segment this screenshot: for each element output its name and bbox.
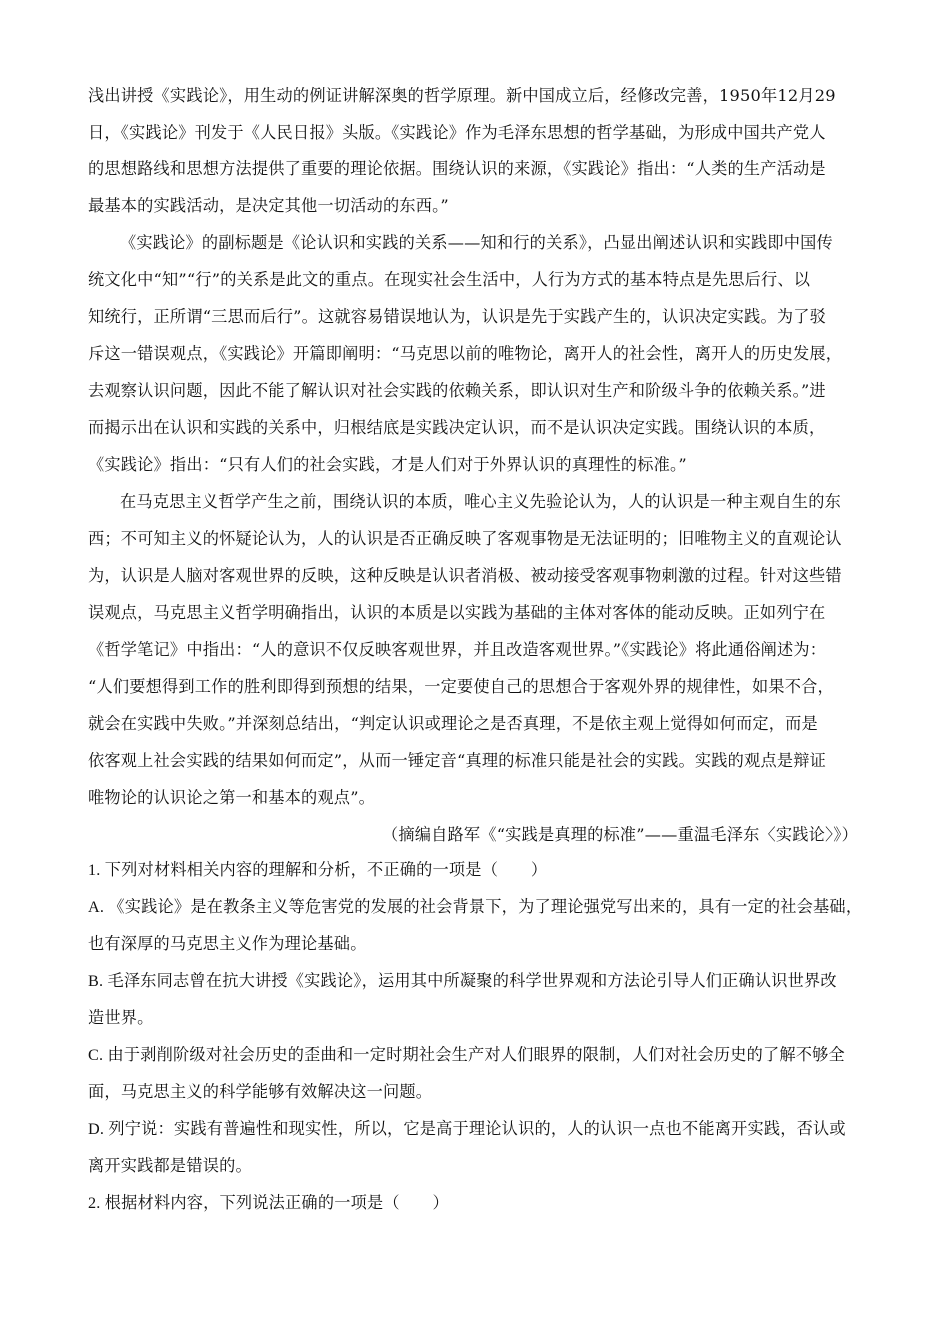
passage-line: 《哲学笔记》中指出：“人的意识不仅反映客观世界，并且改造客观世界。”《实践论》将此通俗阐述为： xyxy=(88,640,827,659)
passage-line: 就会在实践中失败。”并深刻总结出，“判定认识或理论之是否真理，不是依主观上觉得如何而定，而是 xyxy=(88,714,818,733)
passage-line: 《实践论》的副标题是《论认识和实践的关系——知和行的关系》，凸显出阐述认识和实践即中国传 xyxy=(120,233,833,252)
passage-line: 依客观上社会实践的结果如何而定”，从而一锤定音“真理的标准只能是社会的实践。实践的观点是辩证 xyxy=(88,751,826,770)
passage-line: “人们要想得到工作的胜利即得到预想的结果，一定要使自己的思想合于客观外界的规律性，如果不合， xyxy=(88,677,834,696)
option-b-cont: 造世界。 xyxy=(88,1009,154,1027)
passage-line: 斥这一错误观点，《实践论》开篇即阐明：“马克思以前的唯物论，离开人的社会性，离开人的历史发展， xyxy=(88,344,843,363)
passage-line: 去观察认识问题，因此不能了解认识对社会实践的依赖关系，即认识对生产和阶级斗争的依赖关系。”进 xyxy=(88,381,826,400)
passage-line: 知统行，正所谓“三思而后行”。这就容易错误地认为，认识是先于实践产生的，认识决定实践。为了驳 xyxy=(88,307,826,326)
passage-line: 为，认识是人脑对客观世界的反映，这种反映是认识者消极、被动接受客观事物刺激的过程。针对这些错 xyxy=(88,566,842,585)
passage-line: 《实践论》指出：“只有人们的社会实践，才是人们对于外界认识的真理性的标准。” xyxy=(88,455,687,474)
passage-line: 最基本的实践活动，是决定其他一切活动的东西。” xyxy=(88,196,449,215)
passage-line: 唯物论的认识论之第一和基本的观点”。 xyxy=(88,788,376,807)
question-2-stem: 2. 根据材料内容，下列说法正确的一项是（ ） xyxy=(88,1194,449,1212)
option-a-cont: 也有深厚的马克思主义作为理论基础。 xyxy=(88,935,367,953)
option-b: B. 毛泽东同志曾在抗大讲授《实践论》，运用其中所凝聚的科学世界观和方法论引导人们正确认识世界改 xyxy=(88,972,837,990)
option-c: C. 由于剥削阶级对社会历史的歪曲和一定时期社会生产对人们眼界的限制，人们对社会历史的了解不够全 xyxy=(88,1046,845,1064)
passage-line: 而揭示出在认识和实践的关系中，归根结底是实践决定认识，而不是认识决定实践。围绕认识的本质， xyxy=(88,418,826,437)
passage-line: 统文化中“知”“行”的关系是此文的重点。在现实社会生活中，人行为方式的基本特点是先思后行、以 xyxy=(88,270,811,289)
option-d-cont: 离开实践都是错误的。 xyxy=(88,1157,252,1175)
passage-source: （摘编自路军《“实践是真理的标准”——重温毛泽东〈实践论〉》） xyxy=(382,825,858,844)
option-d: D. 列宁说：实践有普遍性和现实性，所以，它是高于理论认识的，人的认识一点也不能离开实践，否认或 xyxy=(88,1120,846,1138)
passage-line: 的思想路线和思想方法提供了重要的理论依据。围绕认识的来源，《实践论》指出：“人类的生产活动是 xyxy=(88,159,826,178)
passage-line: 在马克思主义哲学产生之前，围绕认识的本质，唯心主义先验论认为，人的认识是一种主观自生的东 xyxy=(120,492,842,511)
option-c-cont: 面，马克思主义的科学能够有效解决这一问题。 xyxy=(88,1083,433,1101)
passage-line: 误观点，马克思主义哲学明确指出，认识的本质是以实践为基础的主体对客体的能动反映。正如列宁在 xyxy=(88,603,826,622)
question-1-stem: 1. 下列对材料相关内容的理解和分析，不正确的一项是（ ） xyxy=(88,861,548,879)
passage-line: 西；不可知主义的怀疑论认为，人的认识是否正确反映了客观事物是无法证明的；旧唯物主义的直观论认 xyxy=(88,529,842,548)
passage-line: 日，《实践论》刊发于《人民日报》头版。《实践论》作为毛泽东思想的哲学基础，为形成中国共产党人 xyxy=(88,123,826,142)
passage-line: 浅出讲授《实践论》，用生动的例证讲解深奥的哲学原理。新中国成立后，经修改完善，1950年12月29 xyxy=(88,86,836,105)
option-a: A. 《实践论》是在教条主义等危害党的发展的社会背景下，为了理论强党写出来的，具有一定的社会基础， xyxy=(88,898,863,916)
